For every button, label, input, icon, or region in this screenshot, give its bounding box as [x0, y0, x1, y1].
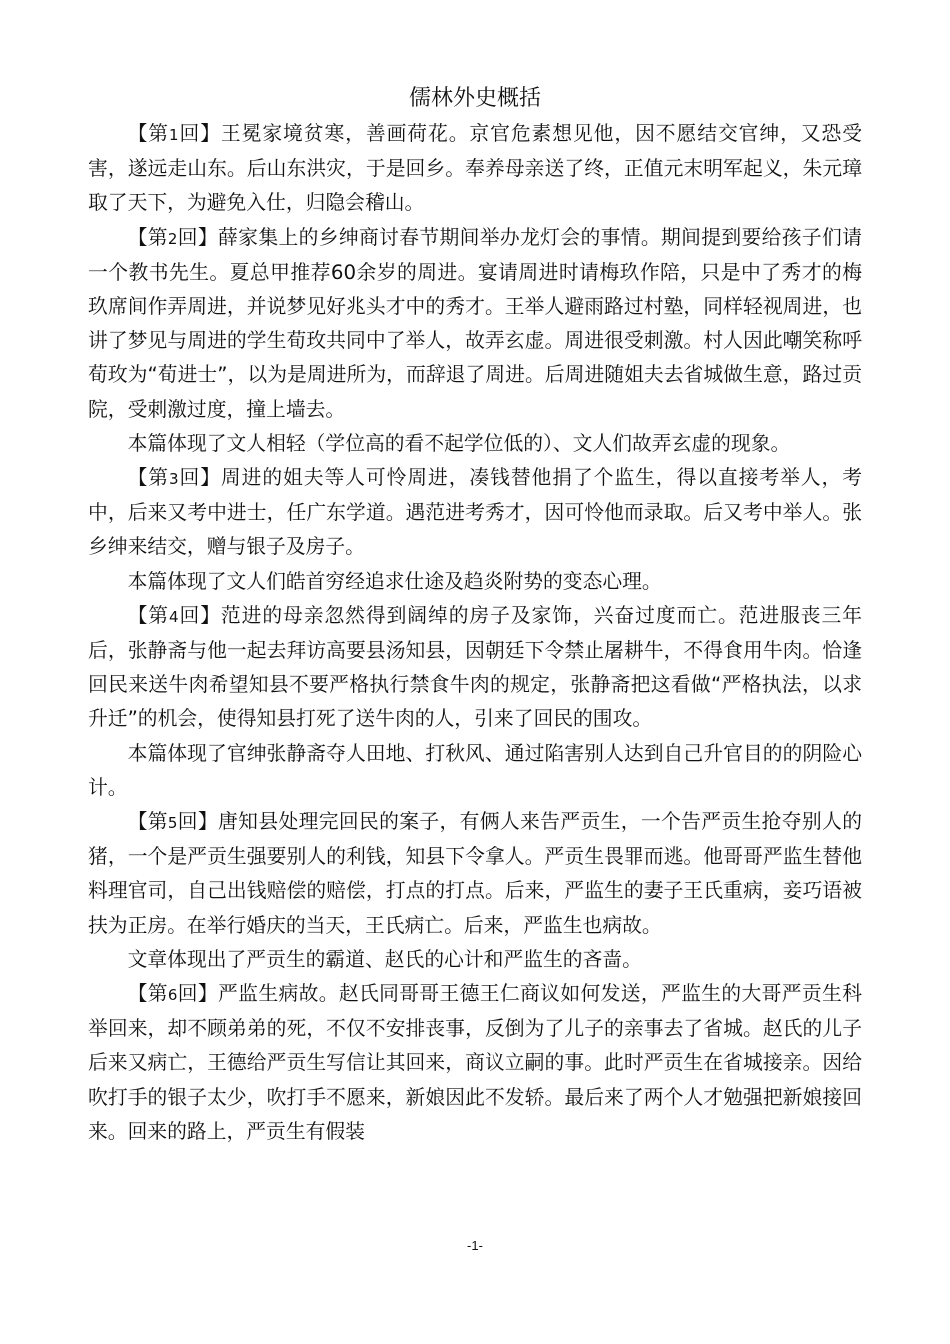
chapter-number: 3 — [169, 470, 179, 489]
chapter-close: 回】 — [177, 225, 219, 249]
chapter-heading — [128, 604, 221, 627]
chapter-open: 【第 — [127, 122, 170, 145]
chapter-open: 【第 — [127, 810, 168, 834]
chapter-heading — [128, 982, 218, 1005]
chapter-close: 回】 — [178, 466, 221, 490]
chapter-text: 周进的姐夫等人可怜周进，凑钱替他捐了个监生，得以直接考举人，考中，后来又考中进士，任广东学道。遇范进考秀才，因可怜他而录取。后又考中举人。张乡绅来结交，赠与银子及房子。 — [88, 466, 862, 559]
chapter-open: 【第 — [127, 466, 170, 490]
paragraph-note-4: 本篇体现了官绅张静斋夺人田地、打秋风、通过陷害别人达到自己升官目的的阴险心计。 — [88, 741, 862, 799]
paragraph-chapter-3 — [88, 461, 862, 565]
chapter-text: 薛家集上的乡绅商讨春节期间举办龙灯会的事情。期间提到要给孩子们请一个教书先生。夏总甲推荐60余岁的周进。宴请周进时请梅玖作陪，只是中了秀才的梅玖席间作弄周进，并说梦见好兆头才中的秀才。王举人避雨路过村塾，同样轻视周进，也讲了梦见与周进的学生荀玫共同中了举人，故弄玄虚。周进很受刺激。村人因此嘲笑称呼荀玫为“荀进士”，以为是周进所为，而辞退了周进。后周进随姐夫去省城做生意，路过贡院，受刺激过度，撞上墙去。 — [88, 225, 862, 421]
chapter-text: 唐知县处理完回民的案子，有俩人来告严贡生，一个告严贡生抢夺别人的猪，一个是严贡生强要别人的利钱，知县下令拿人。严贡生畏罪而逃。他哥哥严监生替他料理官司，自己出钱赔偿的赔偿，打点的打点。后来，严监生的妻子王氏重病，妾巧语被扶为正房。在举行婚庆的当天，王氏病亡。后来，严监生也病故。 — [88, 810, 862, 937]
paragraph-note-3: 本篇体现了文人们皓首穷经追求仕途及趋炎附势的变态心理。 — [127, 569, 662, 593]
chapter-open: 【第 — [127, 225, 168, 249]
document-title: 儒林外史概括 — [408, 86, 541, 111]
document-body — [88, 117, 862, 1149]
chapter-number: 5 — [167, 814, 178, 833]
chapter-number: 2 — [167, 229, 178, 248]
paragraph-chapter-6 — [88, 977, 862, 1149]
chapter-heading — [128, 466, 221, 489]
chapter-close: 回】 — [178, 122, 221, 145]
paragraph-chapter-5 — [88, 805, 862, 943]
chapter-number: 4 — [169, 607, 179, 626]
paragraph-note-2: 本篇体现了文人相轻（学位高的看不起学位低的）、文人们故弄玄虚的现象。 — [127, 431, 791, 455]
chapter-text: 范进的母亲忽然得到阔绰的房子及家饰，兴奋过度而亡。范进服丧三年后，张静斋与他一起去拜访高要县汤知县，因朝廷下令禁止屠耕牛，不得食用牛肉。恰逢回民来送牛肉希望知县不要严格执行禁食牛肉的规定，张静斋把这看做“严格执法，以求升迁”的机会，使得知县打死了送牛肉的人，引来了回民的围攻。 — [88, 603, 862, 731]
chapter-heading — [128, 122, 221, 145]
chapter-number: 1 — [169, 126, 179, 144]
page-number: -1- — [467, 1238, 483, 1253]
paragraph-chapter-4 — [88, 599, 862, 737]
chapter-open: 【第 — [127, 603, 170, 627]
chapter-number: 6 — [167, 986, 178, 1005]
chapter-text: 严监生病故。赵氏同哥哥王德王仁商议如何发送，严监生的大哥严贡生科举回来，却不顾弟弟的死，不仅不安排丧事，反倒为了儿子的亲事去了省城。赵氏的儿子后来又病亡，王德给严贡生写信让其回来，商议立嗣的事。此时严贡生在省城接亲。因给吹打手的银子太少，吹打手不愿来，新娘因此不发轿。最后来了两个人才勉强把新娘接回来。回来的路上，严贡生有假装 — [88, 982, 862, 1143]
chapter-close: 回】 — [178, 603, 221, 627]
paragraph-note-5: 文章体现出了严贡生的霸道、赵氏的心计和严监生的吝啬。 — [127, 947, 642, 971]
chapter-close: 回】 — [177, 982, 219, 1006]
chapter-heading — [128, 810, 218, 833]
chapter-open: 【第 — [127, 982, 168, 1006]
chapter-heading — [128, 226, 218, 249]
chapter-text: 王冕家境贫寒，善画荷花。京官危素想见他，因不愿结交官绅，又恐受害，遂远走山东。后山东洪灾，于是回乡。奉养母亲送了终，正值元末明军起义，朱元璋取了天下，为避免入仕，归隐会稽山。 — [88, 122, 862, 215]
chapter-close: 回】 — [177, 810, 219, 834]
paragraph-chapter-1 — [88, 117, 862, 221]
paragraph-chapter-2 — [88, 221, 862, 427]
